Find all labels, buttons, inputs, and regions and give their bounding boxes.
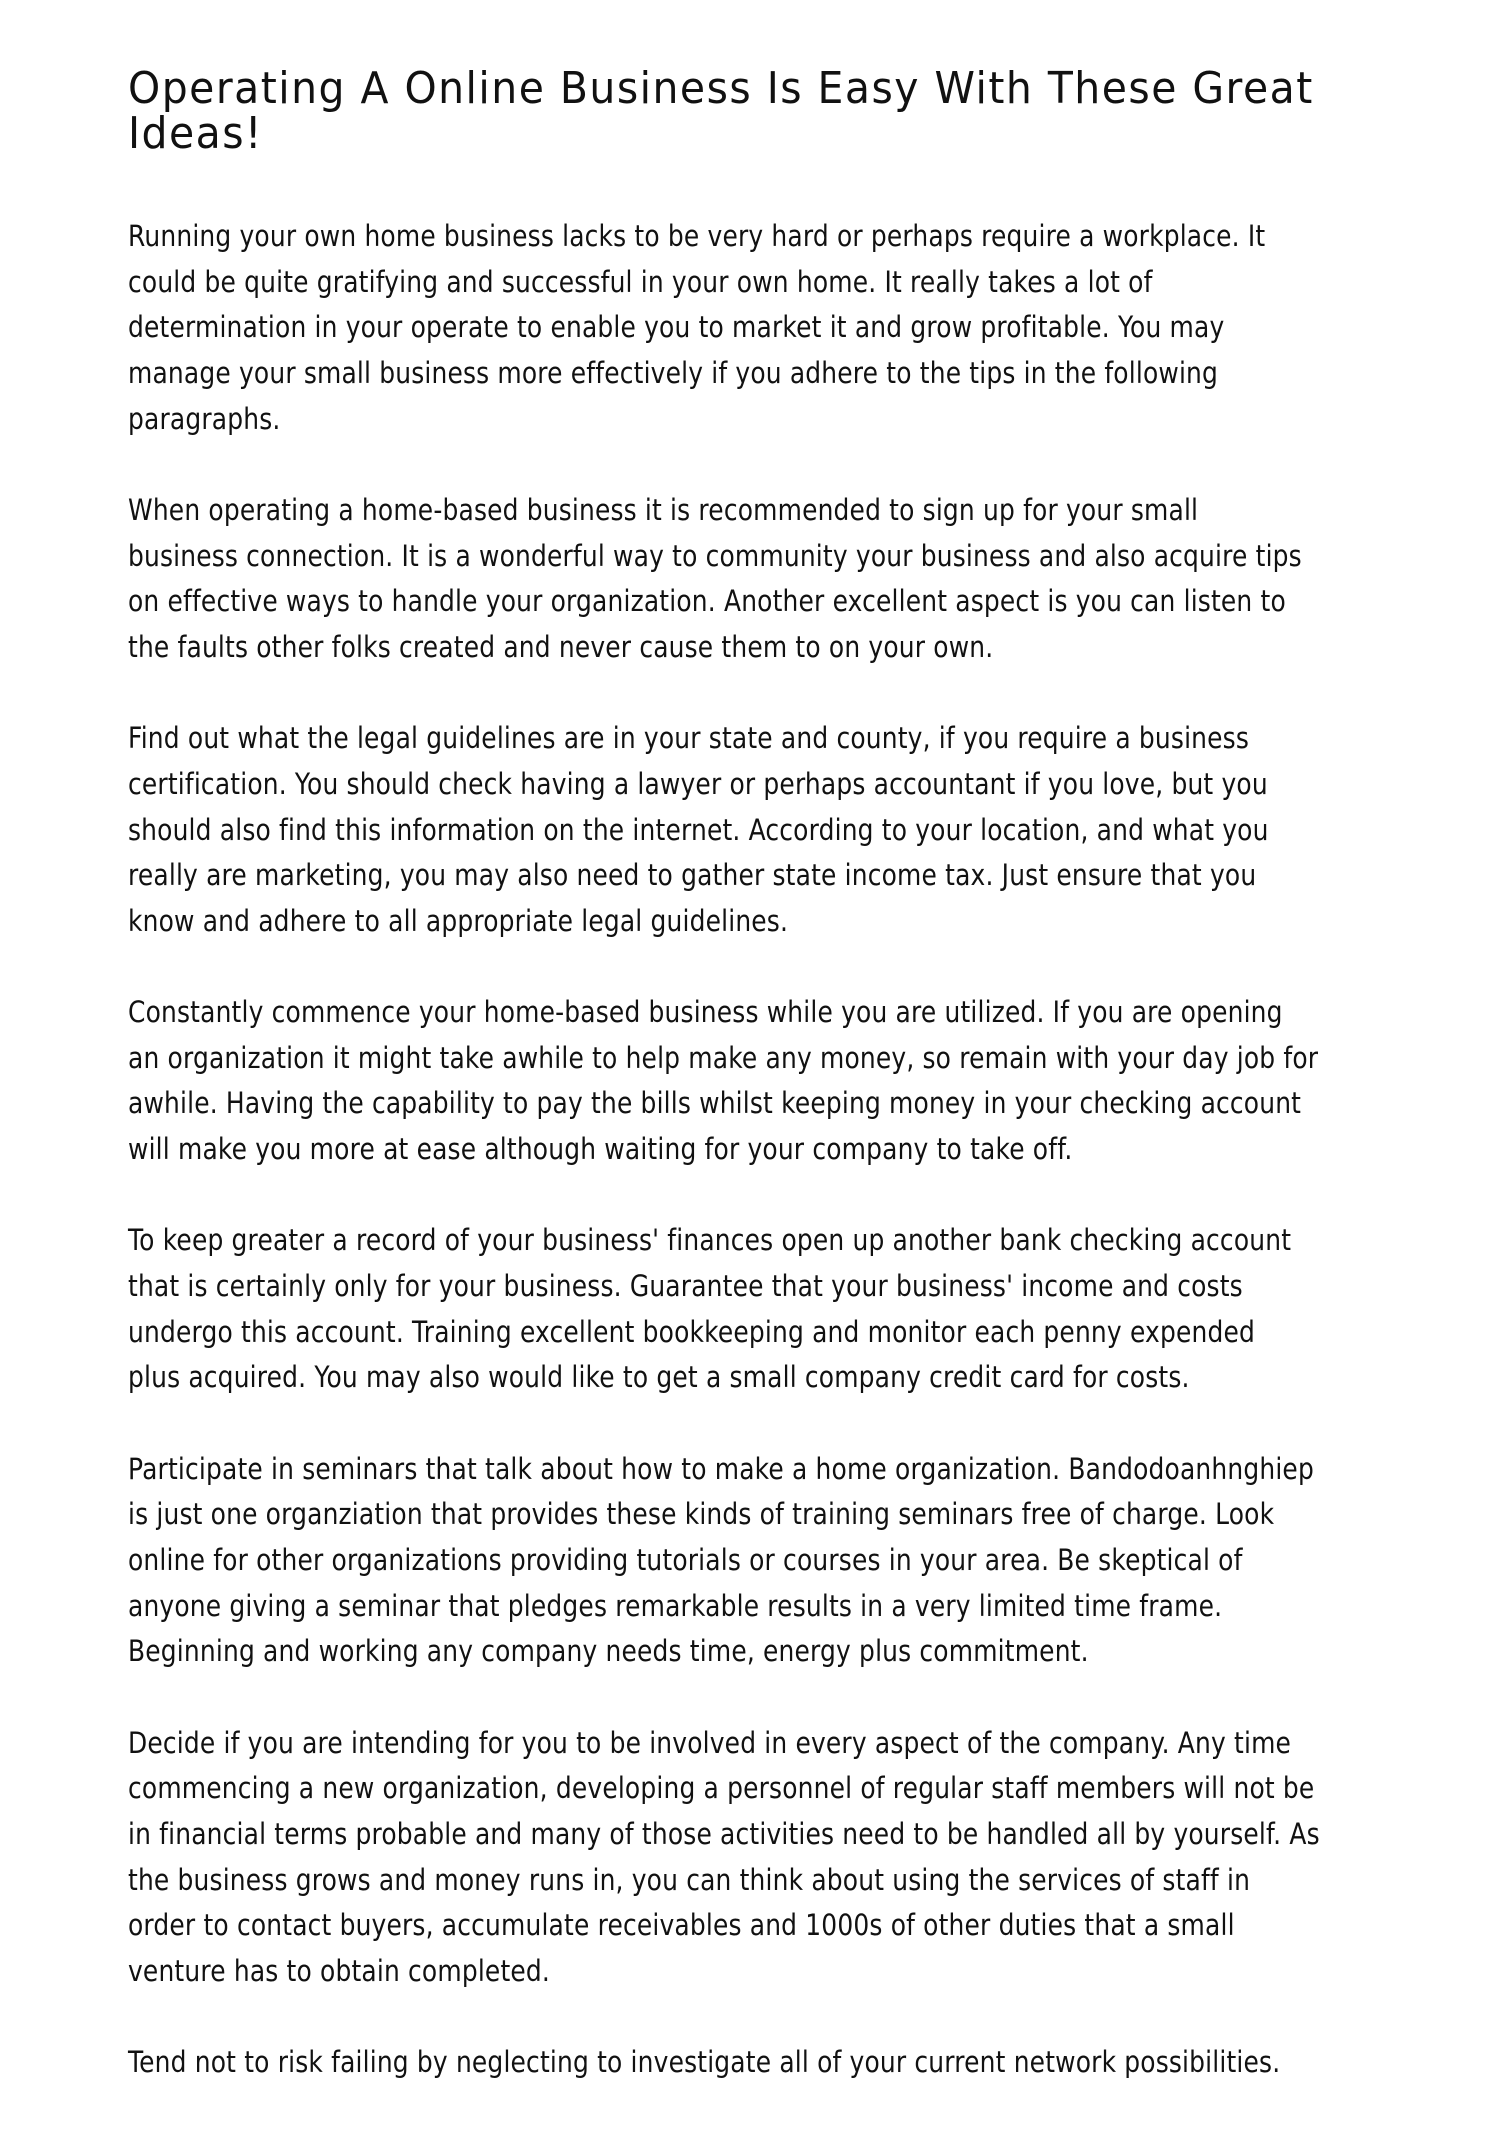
document-body [128,214,1320,2131]
text-line: venture has to obtain completed. [128,1953,551,1988]
text-line: Decide if you are intending for you to be involved in every aspect of the company. Any time [128,1725,1292,1760]
text-line: will make you more at ease although waiting for your company to take off. [128,1132,1073,1167]
text-line: the business grows and money runs in, you can think about using the services of staff in [128,1862,1251,1897]
paragraph [128,488,1320,671]
text-line: Running your own home business lacks to be very hard or perhaps require a workplace. It [128,219,1266,253]
text-line: determination in your operate to enable you to market it and grow profitable. You may [128,310,1225,345]
text-line: paragraphs. [128,401,281,436]
document-title [128,63,1314,159]
paragraph [128,716,1320,944]
text-line: undergo this account. Training excellent bookkeeping and monitor each penny expended [128,1314,1255,1349]
text-line: awhile. Having the capability to pay the bills whilst keeping money in your checking account [128,1086,1302,1121]
text-line: an organization it might take awhile to help make any money, so remain with your day job for [128,1040,1319,1075]
text-line: should also find this information on the internet. According to your location, and what you [128,812,1269,847]
text-line: Beginning and working any company needs time, energy plus commitment. [128,1634,1089,1669]
text-line: on effective ways to handle your organization. Another excellent aspect is you can listen to [128,584,1286,619]
text-line: plus acquired. You may also would like to get a small company credit card for costs. [128,1360,1190,1395]
text-line: Tend not to risk failing by neglecting to investigate all of your current network possibilities. [128,2045,1281,2080]
paragraph [128,2040,1320,2086]
text-line: business connection. It is a wonderful way to community your business and also acquire tips [128,538,1302,573]
paragraph [128,1218,1320,1401]
title-line: Operating A Online Business Is Easy With These Great [128,63,1314,114]
text-line: When operating a home-based business it is recommended to sign up for your small [128,492,1199,527]
text-line: commencing a new organization, developing a personnel of regular staff members will not be [128,1771,1315,1806]
text-line: anyone giving a seminar that pledges remarkable results in a very limited time frame. [128,1588,1223,1623]
text-line: Participate in seminars that talk about how to make a home organization. Bandodoanhnghiep [128,1451,1314,1486]
text-line: manage your small business more effectively if you adhere to the tips in the following [128,355,1219,390]
paragraph [128,214,1320,442]
text-line: Find out what the legal guidelines are in your state and county, if you require a business [128,721,1250,756]
text-line: online for other organizations providing tutorials or courses in your area. Be skeptical of [128,1542,1243,1577]
text-line: in financial terms probable and many of those activities need to be handled all by yourself. As [128,1816,1320,1851]
text-line: is just one organziation that provides these kinds of training seminars free of charge. Look [128,1497,1275,1532]
text-line: that is certainly only for your business. Guarantee that your business' income and costs [128,1269,1243,1304]
text-line: certification. You should check having a lawyer or perhaps accountant if you love, but you [128,766,1268,801]
text-line: the faults other folks created and never cause them to on your own. [128,629,994,664]
paragraph [128,990,1320,1173]
text-line: know and adhere to all appropriate legal guidelines. [128,903,789,938]
text-line: really are marketing, you may also need to gather state income tax. Just ensure that you [128,858,1257,893]
title-line: Ideas! [128,108,263,159]
text-line: Constantly commence your home-based business while you are utilized. If you are opening [128,995,1283,1030]
text-line: order to contact buyers, accumulate receivables and 1000s of other duties that a small [128,1908,1235,1943]
text-line: could be quite gratifying and successful in your own home. It really takes a lot of [128,264,1153,299]
text-line: To keep greater a record of your business' finances open up another bank checking account [128,1223,1292,1258]
paragraph [128,1721,1320,1995]
paragraph [128,1447,1320,1675]
